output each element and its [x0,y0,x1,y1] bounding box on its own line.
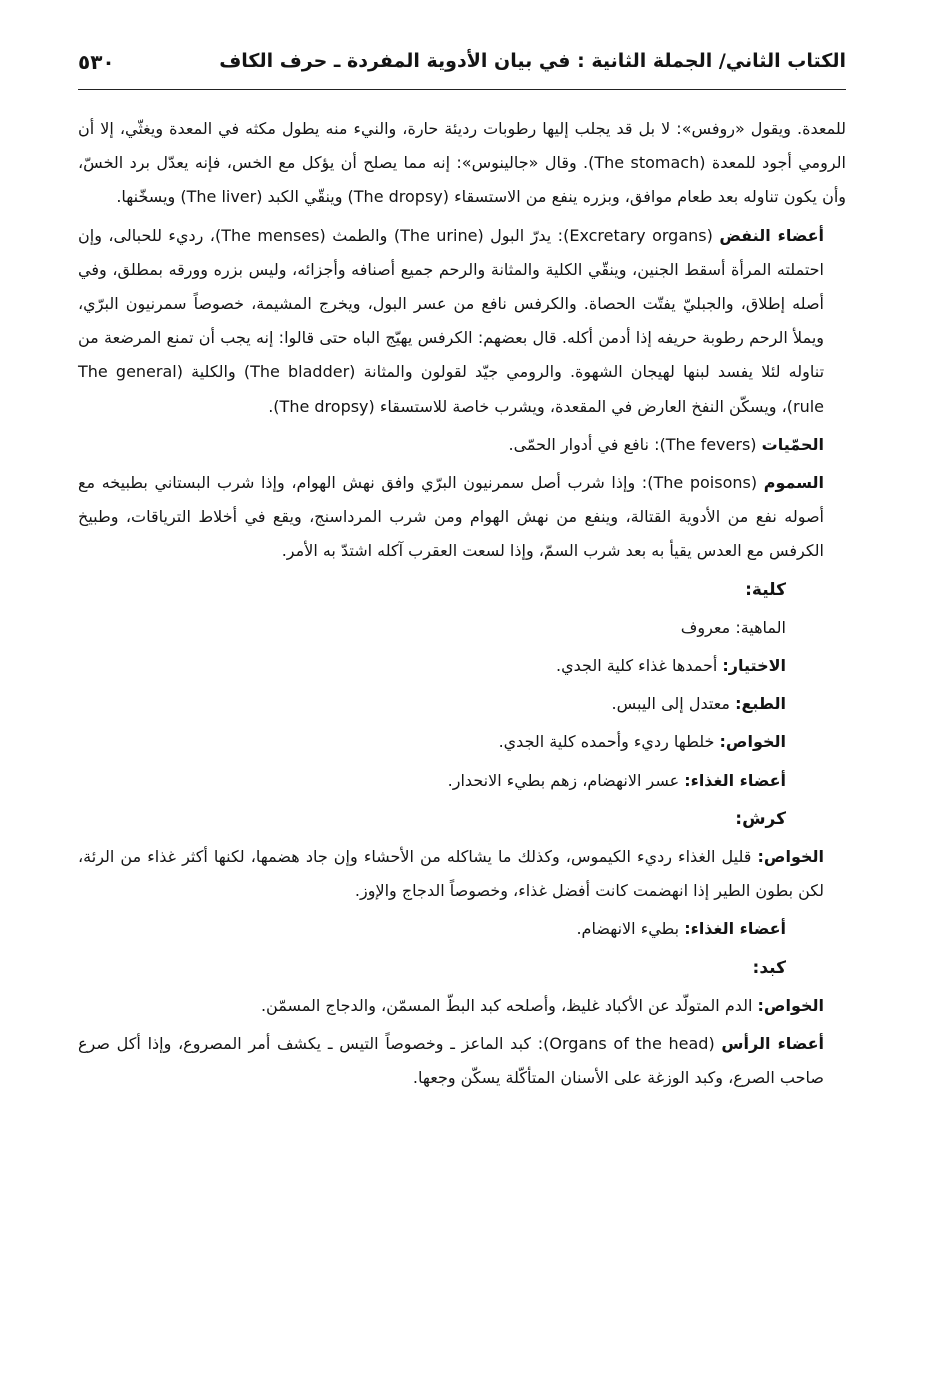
tripe-nutrition [78,912,846,946]
kidney-essence-text: معروف [680,617,731,637]
kidney-nature-text: معتدل إلى اليبس. [611,694,730,714]
liver-properties-term: الخواص: [757,995,824,1015]
kidney-essence-term: الماهية: [735,617,786,637]
kidney-properties [78,725,846,759]
kidney-nature-term: الطبع: [735,694,786,714]
fevers-term: الحمّيات [761,434,824,454]
liver-head-text: (Organs of the head): كبد الماعز ـ وخصوصاً التيس ـ يكشف أمر المصروع، وإذا أكل صرع صاحب الصرع، وكبد الوزغة على الأسنان المتأكّلة يسكّن وجعها. [78,1034,824,1088]
book-page [78,42,847,1088]
running-header [78,42,846,80]
poisons-paragraph [78,466,846,569]
liver-head-organs [78,1027,846,1095]
page-number: ٥٣٠ [78,50,115,74]
tripe-nutrition-term: أعضاء الغذاء: [684,919,786,939]
header-rule [78,89,846,90]
tripe-properties-text: قليل الغذاء رديء الكيموس، وكذلك ما يشاكله من الأحشاء وإن جاد هضمها، لكنها أكثر غذاء من الرئة، لكن بطون الطير إذا انهضمت كانت أفضل غذاء، وخصوصاً الدجاج والإوز. [78,847,824,901]
liver-head-term: أعضاء الرأس [721,1034,824,1054]
kidney-properties-term: الخواص: [719,732,786,752]
poisons-term: السموم [763,473,824,493]
kidney-essence [78,611,846,645]
fevers-paragraph [78,428,846,462]
fevers-text: (The fevers): نافع في أدوار الحمّى. [508,434,757,454]
kidney-selection-text: أحمدها غذاء كلية الجدي. [556,656,718,676]
kidney-nature [78,687,846,721]
kidney-nutrition-text: عسر الانهضام، زهم بطيء الانحدار. [447,770,680,790]
kidney-nutrition [78,764,846,798]
kidney-heading: كلية: [745,579,786,600]
excretory-text: (Excretary organs): يدرّ البول (The urine) والطمث (The menses)، رديء للحبالى، وإن احتملته المرأة أسقط الجنين، وينقّي الكلية والمثانة والرحم جميع أصنافه وأجزائه، وليس بزره وورقه بمطلق، وفي أصله إطلاق، والجبليّ يفتّت الحصاة. والكرفس نافع من عسر البول، ويخرج المشيمة، خصوصاً سمرنيون البرّي، ويملأ الرحم رطوبة حريفه إذا أدمن أكله. قال بعضهم: الكرفس يهيّج الباه حتى قالوا: إنه يجب أن تمنع المرضعة من تناوله لئلا يفسد لبنها لهيجان الشهوة. والرومي جيّد لقولون والمثانة (The bladder) والكلية (The general rule)، ويسكّن النفخ العارض في المقعدة، ويشرب خاصة للاستسقاء (The dropsy). [78,225,825,416]
tripe-properties [78,840,846,908]
tripe-nutrition-text: بطيء الانهضام. [576,919,680,939]
liver-properties [78,989,846,1023]
tripe-heading: كرش: [735,808,786,829]
tripe-properties-term: الخواص: [757,847,824,867]
kidney-selection-term: الاختيار: [722,656,786,676]
poisons-text: (The poisons): وإذا شرب أصل سمرنيون البرّي وافق نهش الهوام، وإذا شرب البستاني بطبيخه مع أصوله نفع من الأدوية القتالة، وينفع من نهش الهوام ومن شرب المرداسنج، ويقع في أخلاط الترياقات، وطبيخ الكرفس مع العدس يقيأ به بعد شرب السمّ، وإذا لسعت العقرب آكله اشتدّ به الأمر. [78,473,824,561]
kidney-properties-text: خلطها رديء وأحمده كلية الجدي. [498,732,715,752]
liver-heading: كبد: [752,957,786,978]
kidney-selection [78,649,846,683]
excretory-term: أعضاء النفض [719,225,825,245]
excretory-paragraph [78,219,846,424]
page-body [78,112,846,1099]
liver-properties-text: الدم المتولّد عن الأكباد غليظ، وأصلحه كبد البطّ المسمّن، والدجاج المسمّن. [260,995,753,1015]
header-title: الكتاب الثاني/ الجملة الثانية : في بيان الأدوية المفردة ـ حرف الكاف [219,50,846,72]
celery-paragraph-1: للمعدة. ويقول «روفس»: لا بل قد يجلب إليها رطوبات رديئة حارة، والنيء منه يطول مكثه في المعدة ويغثّي، إلا أن الرومي أجود للمعدة (The stomach). وقال «جالينوس»: إنه مما يصلح أن يؤكل مع الخس، فإنه يعدّل برد الخسّ، وأن يكون تناوله بعد طعام موافق، وبزره ينفع من الاستسقاء (The dropsy) وينقّي الكبد (The liver) ويسخّنها. [78,119,847,207]
kidney-nutrition-term: أعضاء الغذاء: [684,770,786,790]
